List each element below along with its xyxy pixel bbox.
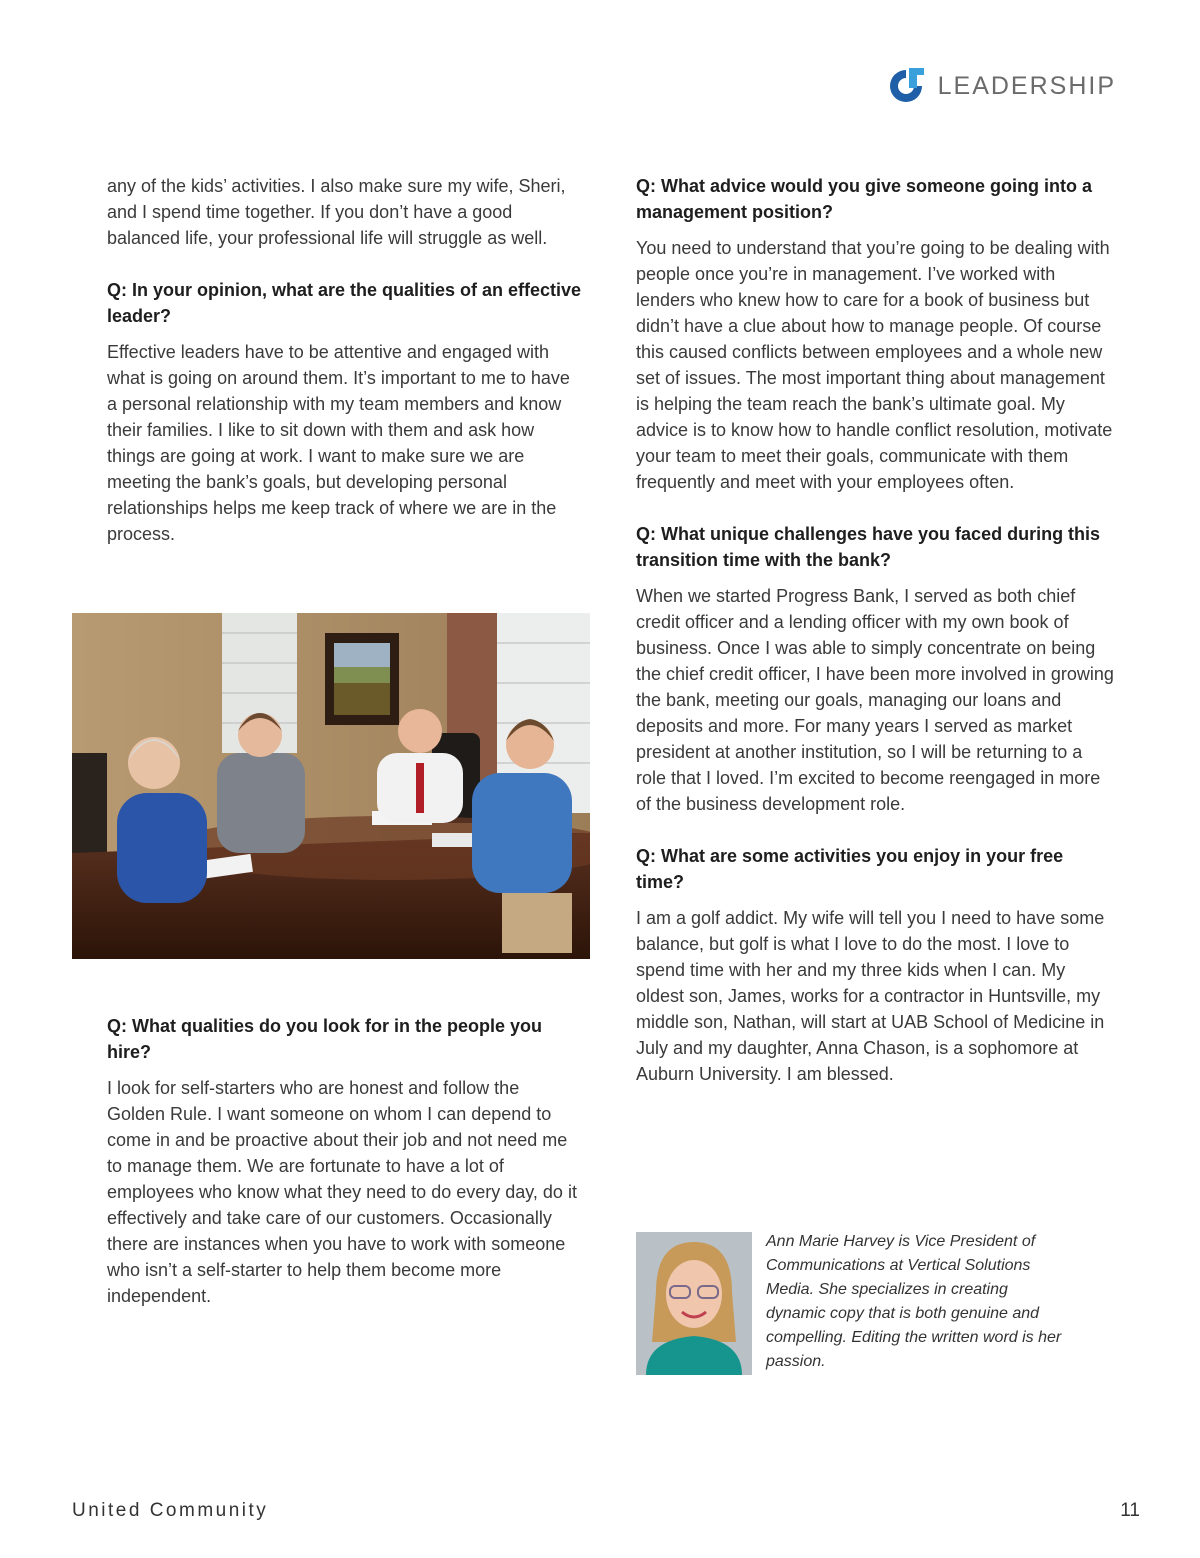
question-unique-challenges: Q: What unique challenges have you faced during this transition time with the bank? <box>636 524 1101 570</box>
answer-management-advice: You need to understand that you’re going to be dealing with people once you’re in management. I’ve worked with lenders who knew how to care for a book of business but didn’t have a clue about how to manage people. Of course this caused conflicts between employees and a whole new set of issues. The most important thing about management is helping the team reach the bank’s ultimate goal. My advice is to know how to handle conflict resolution, motivate your team to meet their goals, communicate with them frequently and meet with your employees often. <box>636 238 1113 492</box>
answer-hiring-qualities: I look for self-starters who are honest and follow the Golden Rule. I want someone on whom I can depend to come in and be proactive about their job and not need me to manage them. We are fortunate to have a lot of employees who know what they need to do every day, do it effectively and take care of our customers. Occasionally there are instances when you have to work with someone who isn’t a self-starter to help them become more independent. <box>107 1078 577 1306</box>
answer-unique-challenges: When we started Progress Bank, I served as both chief credit officer and a lending officer with my own book of business. Once I was able to simply concentrate on being the chief credit officer, I have been more involved in growing the bank, meeting our goals, managing our loans and deposits and more. For many years I served as market president at another institution, so I will be returning to a role that I loved. I’m excited to become reengaged in more of the business development role. <box>636 586 1114 814</box>
left-column-top <box>107 173 582 547</box>
left-column-bottom <box>107 1013 582 1309</box>
author-bio: Ann Marie Harvey is Vice President of Communications at Vertical Solutions Media. She specializes in creating dynamic copy that is both genuine and compelling. Editing the written word is her passion. <box>766 1233 1062 1370</box>
intro-paragraph: any of the kids’ activities. I also make sure my wife, Sheri, and I spend time together. If you don’t have a good balanced life, your professional life will struggle as well. <box>107 176 566 248</box>
section-label: LEADERSHIP <box>937 71 1116 100</box>
question-free-time: Q: What are some activities you enjoy in your free time? <box>636 846 1064 892</box>
page-number: 11 <box>1120 1500 1140 1521</box>
author-photo <box>636 1232 752 1375</box>
answer-free-time: I am a golf addict. My wife will tell you I need to have some balance, but golf is what I love to do the most. I love to spend time with her and my three kids when I can. My oldest son, James, works for a contractor in Huntsville, my middle son, Nathan, will start at UAB School of Medicine in July and my daughter, Anna Chason, is a sophomore at Auburn University. I am blessed. <box>636 908 1105 1084</box>
publication-name: United Community <box>72 1500 269 1521</box>
meeting-photo <box>72 613 590 959</box>
question-hiring-qualities: Q: What qualities do you look for in the people you hire? <box>107 1016 543 1062</box>
question-management-advice: Q: What advice would you give someone going into a management position? <box>636 176 1093 222</box>
page-header <box>886 66 1116 106</box>
answer-effective-leader: Effective leaders have to be attentive and engaged with what is going on around them. It’s important to me to have a personal relationship with my team members and know their families. I like to sit down with them and ask how things are going at work. I want to make sure we are meeting the bank’s goals, but developing personal relationships helps me keep track of where we are in the process. <box>107 342 570 544</box>
uc-logo-icon <box>886 66 926 106</box>
question-effective-leader: Q: In your opinion, what are the qualities of an effective leader? <box>107 280 582 326</box>
right-column <box>636 173 1116 1087</box>
